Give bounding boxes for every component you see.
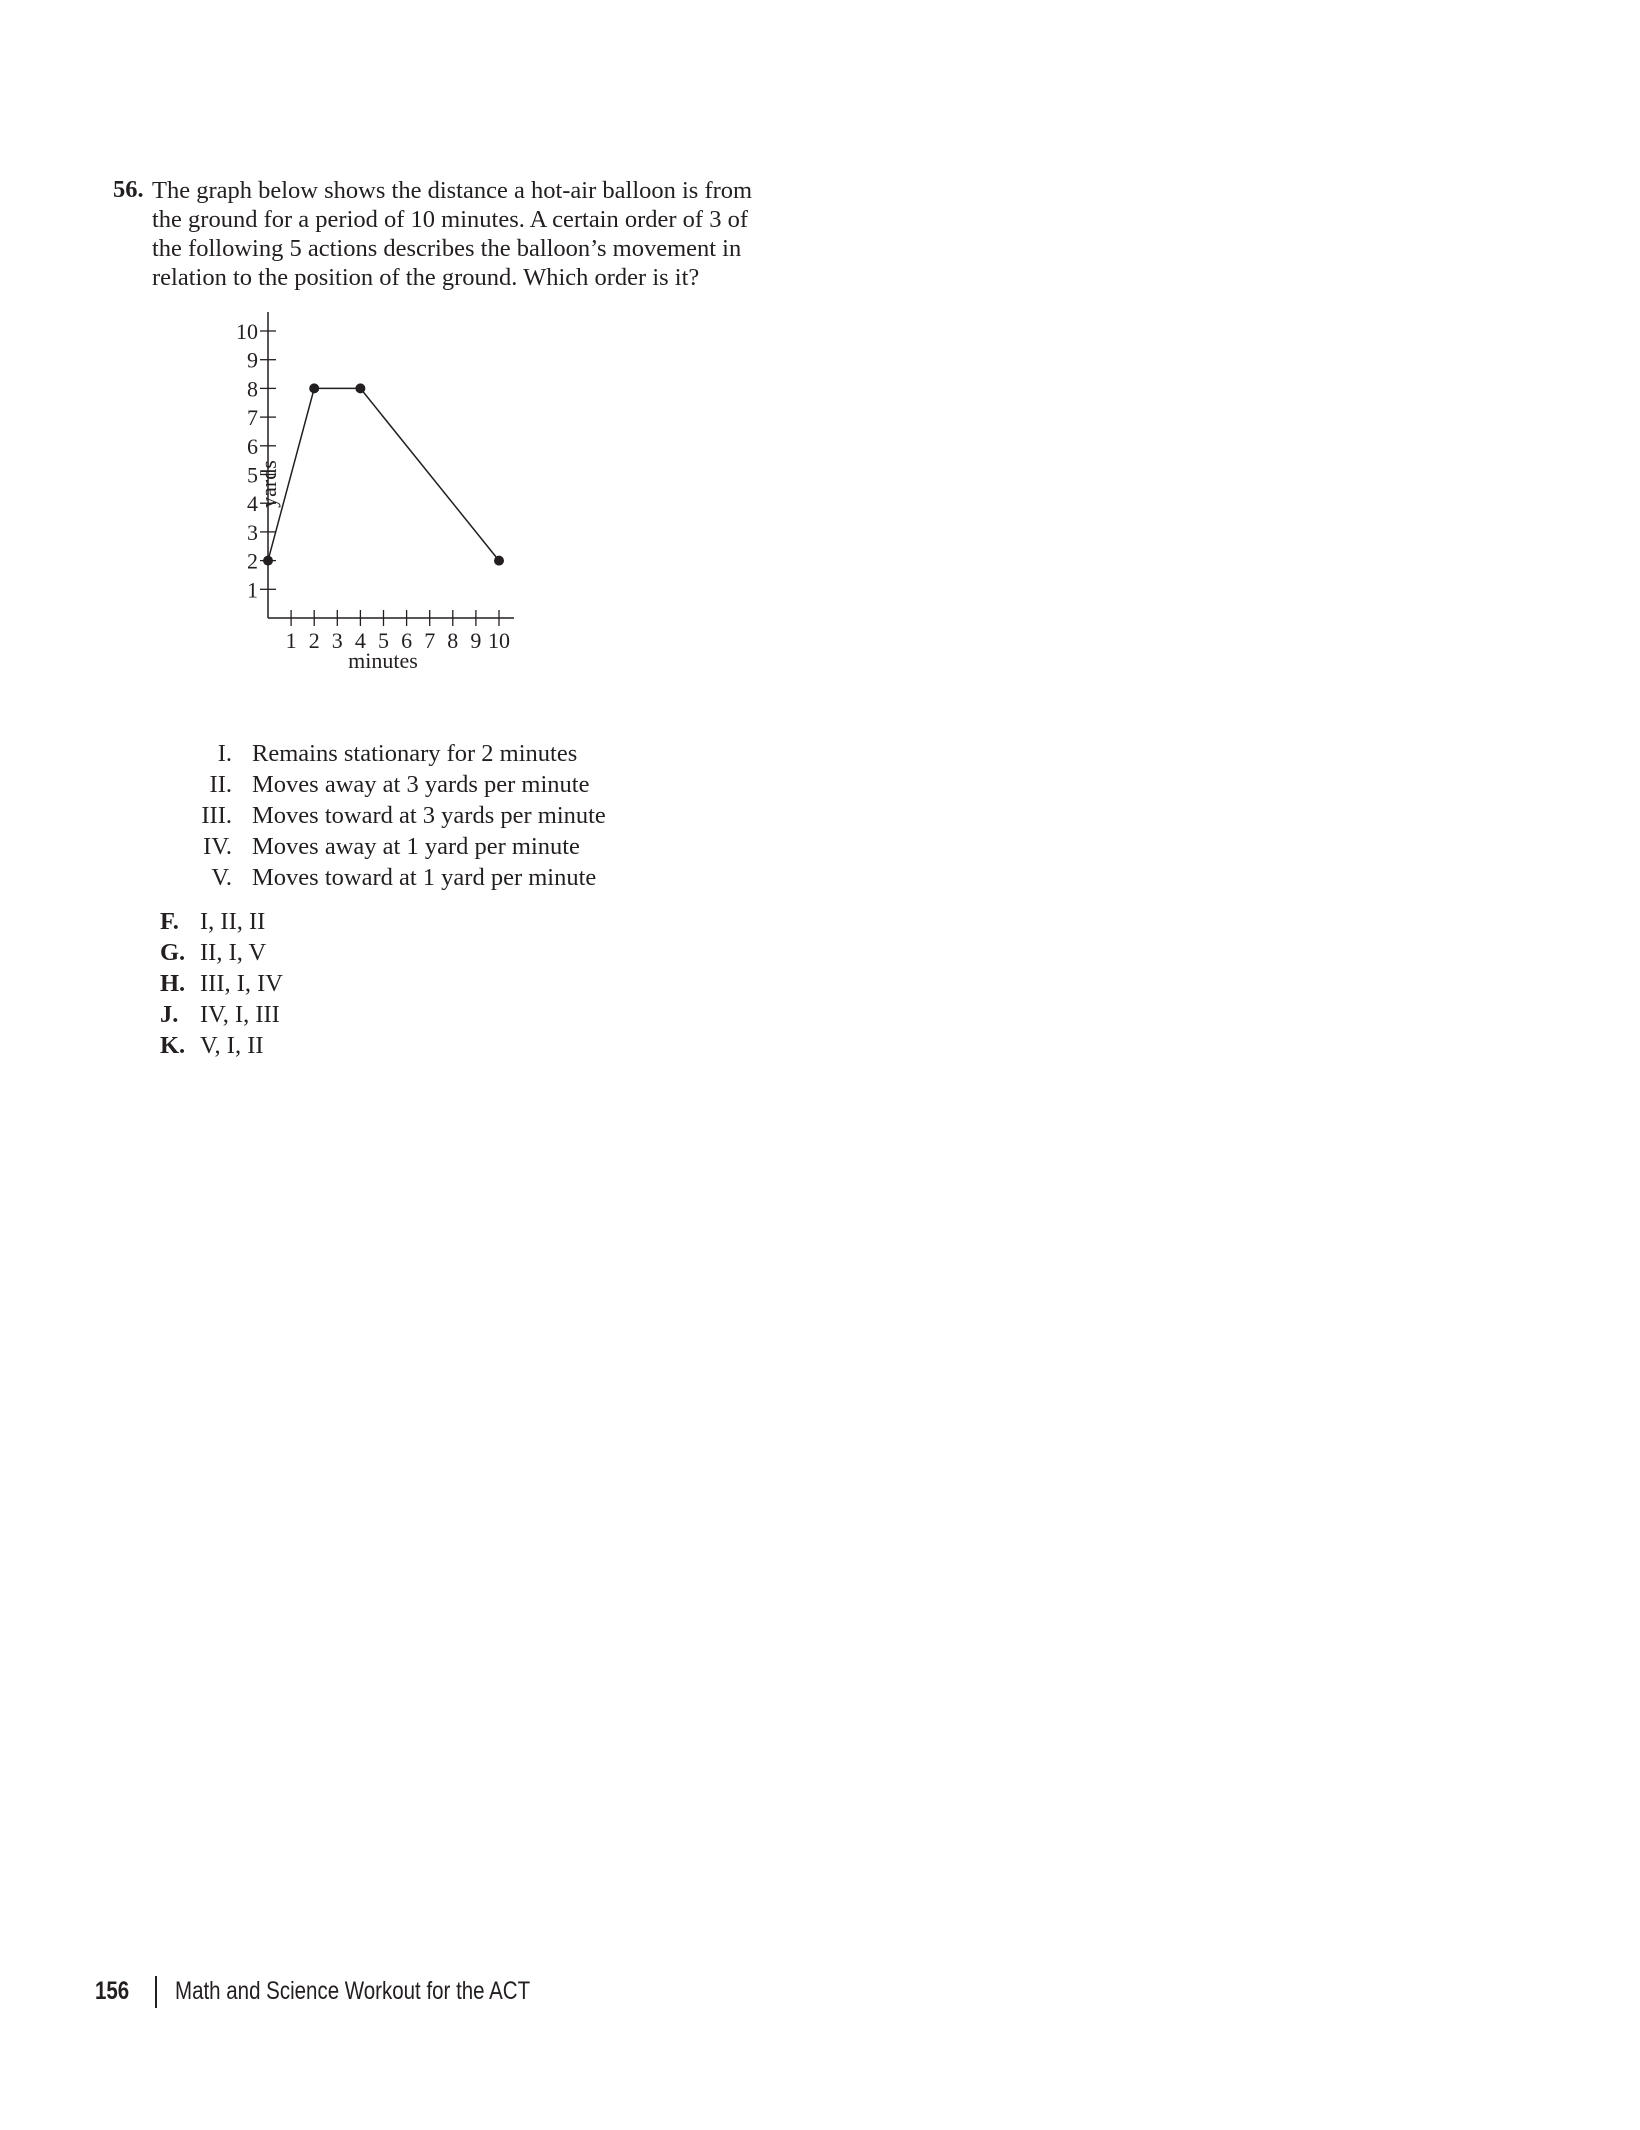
y-tick-label: 4 <box>247 491 258 517</box>
question-number: 56. <box>113 176 144 203</box>
book-title: Math and Science Workout for the ACT <box>175 1977 531 2005</box>
x-tick-label: 10 <box>488 628 510 653</box>
action-item: Moves away at 1 yard per minute <box>252 833 580 860</box>
answer-choice[interactable]: V, I, II <box>200 1032 264 1059</box>
y-tick-label: 8 <box>247 376 258 402</box>
y-tick-label: 2 <box>247 548 258 574</box>
x-tick-label: 4 <box>354 628 366 653</box>
y-tick-label: 6 <box>247 433 258 459</box>
answer-letter[interactable]: G. <box>160 939 186 966</box>
question-text-line: The graph below shows the distance a hot-air balloon is from <box>152 177 753 204</box>
data-point <box>494 556 504 566</box>
question-text-line: the following 5 actions describes the balloon’s movement in <box>152 235 742 262</box>
answer-letter[interactable]: H. <box>160 970 186 997</box>
answer-letter[interactable]: F. <box>160 908 179 935</box>
page-number: 156 <box>95 1977 130 2005</box>
action-item: Moves toward at 3 yards per minute <box>252 802 606 829</box>
y-tick-label: 9 <box>247 347 258 373</box>
data-point <box>309 383 319 393</box>
x-tick-label: 8 <box>447 628 459 653</box>
x-tick-label: 5 <box>378 628 389 653</box>
answer-choice[interactable]: IV, I, III <box>200 1001 280 1028</box>
x-ticks <box>286 610 510 653</box>
data-point <box>355 383 365 393</box>
y-tick-label: 10 <box>236 319 258 344</box>
balloon-graph <box>0 0 700 720</box>
x-tick-label: 7 <box>424 628 436 653</box>
x-tick-label: 1 <box>285 628 297 653</box>
action-numeral: III. <box>201 802 232 829</box>
x-tick-label: 6 <box>401 628 413 653</box>
answer-choice[interactable]: II, I, V <box>200 939 267 966</box>
answer-choice[interactable]: III, I, IV <box>200 970 283 997</box>
footer-divider <box>155 1976 157 2008</box>
x-tick-label: 9 <box>470 628 482 653</box>
action-item: Remains stationary for 2 minutes <box>252 740 578 767</box>
answer-choice[interactable]: I, II, II <box>200 908 266 935</box>
action-numeral: I. <box>217 740 232 767</box>
y-tick-label: 1 <box>247 577 258 603</box>
x-tick-label: 2 <box>308 628 320 653</box>
y-tick-label: 5 <box>247 462 258 488</box>
axes <box>268 312 514 618</box>
action-item: Moves away at 3 yards per minute <box>252 771 590 798</box>
series-line <box>268 388 499 560</box>
y-axis-label: yards <box>256 460 281 508</box>
y-tick-label: 7 <box>247 405 258 431</box>
answer-letter[interactable]: J. <box>160 1001 179 1028</box>
action-numeral: II. <box>209 771 232 798</box>
action-numeral: V. <box>211 864 232 891</box>
x-tick-label: 3 <box>331 628 343 653</box>
y-tick-label: 3 <box>247 519 258 545</box>
series <box>263 383 504 565</box>
data-point <box>263 556 273 566</box>
action-item: Moves toward at 1 yard per minute <box>252 864 597 891</box>
answer-letter[interactable]: K. <box>160 1032 186 1059</box>
x-axis-label: minutes <box>348 648 418 673</box>
action-numeral: IV. <box>203 833 232 860</box>
question-text-line: relation to the position of the ground. Which order is it? <box>152 264 700 291</box>
question-text-line: the ground for a period of 10 minutes. A certain order of 3 of <box>152 206 749 233</box>
